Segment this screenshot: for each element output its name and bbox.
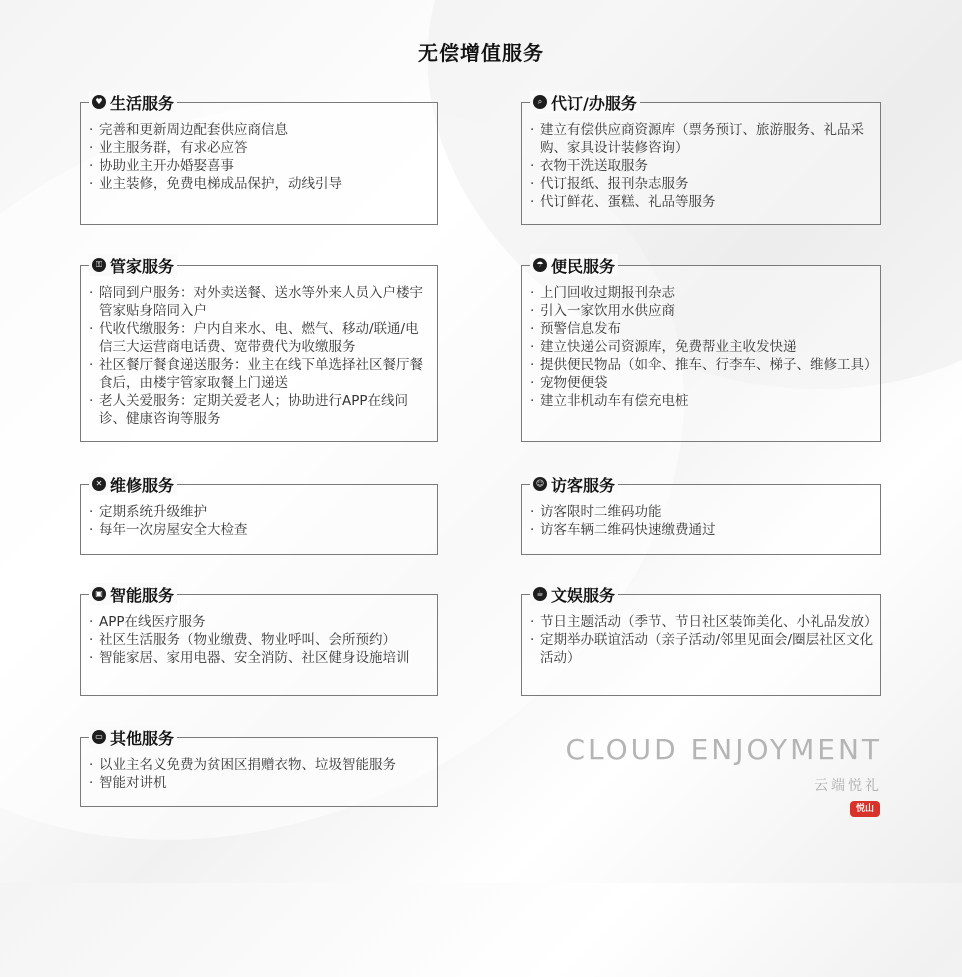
- heart-chat-icon: ♥: [92, 95, 106, 109]
- brand-seal-logo: 悦山: [850, 801, 880, 817]
- item-list: [89, 613, 431, 667]
- list-item: · 定期系统升级维护: [89, 503, 431, 521]
- list-item: · 代收代缴服务：户内自来水、电、燃气、移动/联通/电信三大运营商电话费、宽带费代为收缴服务: [89, 320, 431, 356]
- item-list: [89, 121, 431, 193]
- list-item: · 建立非机动车有偿充电桩: [530, 392, 874, 410]
- item-list: [89, 756, 431, 792]
- section-header: [89, 254, 177, 276]
- list-item: · 业主装修，免费电梯成品保护，动线引导: [89, 175, 431, 193]
- list-item: · 预警信息发布: [530, 320, 874, 338]
- list-item: · 业主服务群，有求必应答: [89, 139, 431, 157]
- section-header: [89, 583, 177, 605]
- section-other-services: [80, 728, 438, 807]
- list-item: · 社区餐厅餐食递送服务：业主在线下单选择社区餐厅餐食后，由楼宇管家取餐上门递送: [89, 356, 431, 392]
- section-visitor-services: [521, 475, 881, 555]
- section-title: 生活服务: [110, 93, 175, 113]
- section-smart-services: [80, 585, 438, 696]
- list-item: · 老人关爱服务：定期关爱老人；协助进行APP在线问诊、健康咨询等服务: [89, 392, 431, 428]
- section-header: [89, 91, 177, 113]
- list-item: · 智能家居、家用电器、安全消防、社区健身设施培训: [89, 649, 431, 667]
- item-list: [530, 121, 874, 211]
- list-item: · 社区生活服务（物业缴费、物业呼叫、会所预约）: [89, 631, 431, 649]
- list-item: · 宠物便便袋: [530, 374, 874, 392]
- smart-device-icon: ▣: [92, 587, 106, 601]
- page-title: 无偿增值服务: [418, 41, 544, 65]
- list-item: · 访客限时二维码功能: [530, 503, 874, 521]
- list-item: · 协助业主开办婚娶喜事: [89, 157, 431, 175]
- section-header: [89, 726, 177, 748]
- section-header: [530, 254, 618, 276]
- coffee-cup-icon: ☕: [533, 587, 547, 601]
- list-item: · 完善和更新周边配套供应商信息: [89, 121, 431, 139]
- list-item: · 访客车辆二维码快速缴费通过: [530, 521, 874, 539]
- section-title: 其他服务: [110, 728, 175, 748]
- section-life-services: [80, 93, 438, 225]
- list-item: · 建立快递公司资源库，免费帮业主收发快递: [530, 338, 874, 356]
- list-item: · 陪同到户服务：对外卖送餐、送水等外来人员入户楼宇管家贴身陪同入户: [89, 284, 431, 320]
- section-header: [530, 473, 618, 495]
- section-header: [89, 473, 177, 495]
- list-item: · APP在线医疗服务: [89, 613, 431, 631]
- section-title: 智能服务: [110, 585, 175, 605]
- wrench-icon: ✕: [92, 477, 106, 491]
- list-item: · 节日主题活动（季节、节日社区装饰美化、小礼品发放）: [530, 613, 874, 631]
- section-title: 代订/办服务: [551, 93, 637, 113]
- list-item: · 建立有偿供应商资源库（票务预订、旅游服务、礼品采购、家具设计装修咨询）: [530, 121, 874, 157]
- section-header: [530, 91, 640, 113]
- section-title: 维修服务: [110, 475, 175, 495]
- section-butler-services: [80, 256, 438, 442]
- section-convenience-services: [521, 256, 881, 442]
- search-doc-icon: ⌕: [533, 95, 547, 109]
- list-item: · 代订报纸、报刊杂志服务: [530, 175, 874, 193]
- key-icon: ⚿: [92, 258, 106, 272]
- brand-chinese-name: 云端悦礼: [814, 778, 882, 794]
- list-item: · 智能对讲机: [89, 774, 431, 792]
- section-title: 文娱服务: [551, 585, 616, 605]
- section-header: [530, 583, 618, 605]
- section-agency-services: [521, 93, 881, 225]
- section-entertainment-services: [521, 585, 881, 696]
- umbrella-icon: ☂: [533, 258, 547, 272]
- section-title: 管家服务: [110, 256, 175, 276]
- list-item: · 引入一家饮用水供应商: [530, 302, 874, 320]
- section-title: 便民服务: [551, 256, 616, 276]
- list-item: · 衣物干洗送取服务: [530, 157, 874, 175]
- item-list: [89, 503, 431, 539]
- item-list: [530, 613, 878, 667]
- list-item: · 以业主名义免费为贫困区捐赠衣物、垃圾智能服务: [89, 756, 431, 774]
- item-list: [530, 503, 874, 539]
- section-repair-services: [80, 475, 438, 555]
- list-item: · 代订鲜花、蛋糕、礼品等服务: [530, 193, 874, 211]
- section-title: 访客服务: [551, 475, 616, 495]
- list-item: · 定期举办联谊活动（亲子活动/邻里见面会/圈层社区文化活动）: [530, 631, 874, 667]
- card-icon: ▭: [92, 730, 106, 744]
- item-list: [530, 284, 878, 410]
- visitor-icon: ☺: [533, 477, 547, 491]
- item-list: [89, 284, 431, 428]
- list-item: · 提供便民物品（如伞、推车、行李车、梯子、维修工具）: [530, 356, 874, 374]
- list-item: · 上门回收过期报刊杂志: [530, 284, 874, 302]
- list-item: · 每年一次房屋安全大检查: [89, 521, 431, 539]
- brand-english-name: CLOUD ENJOYMENT: [565, 733, 882, 766]
